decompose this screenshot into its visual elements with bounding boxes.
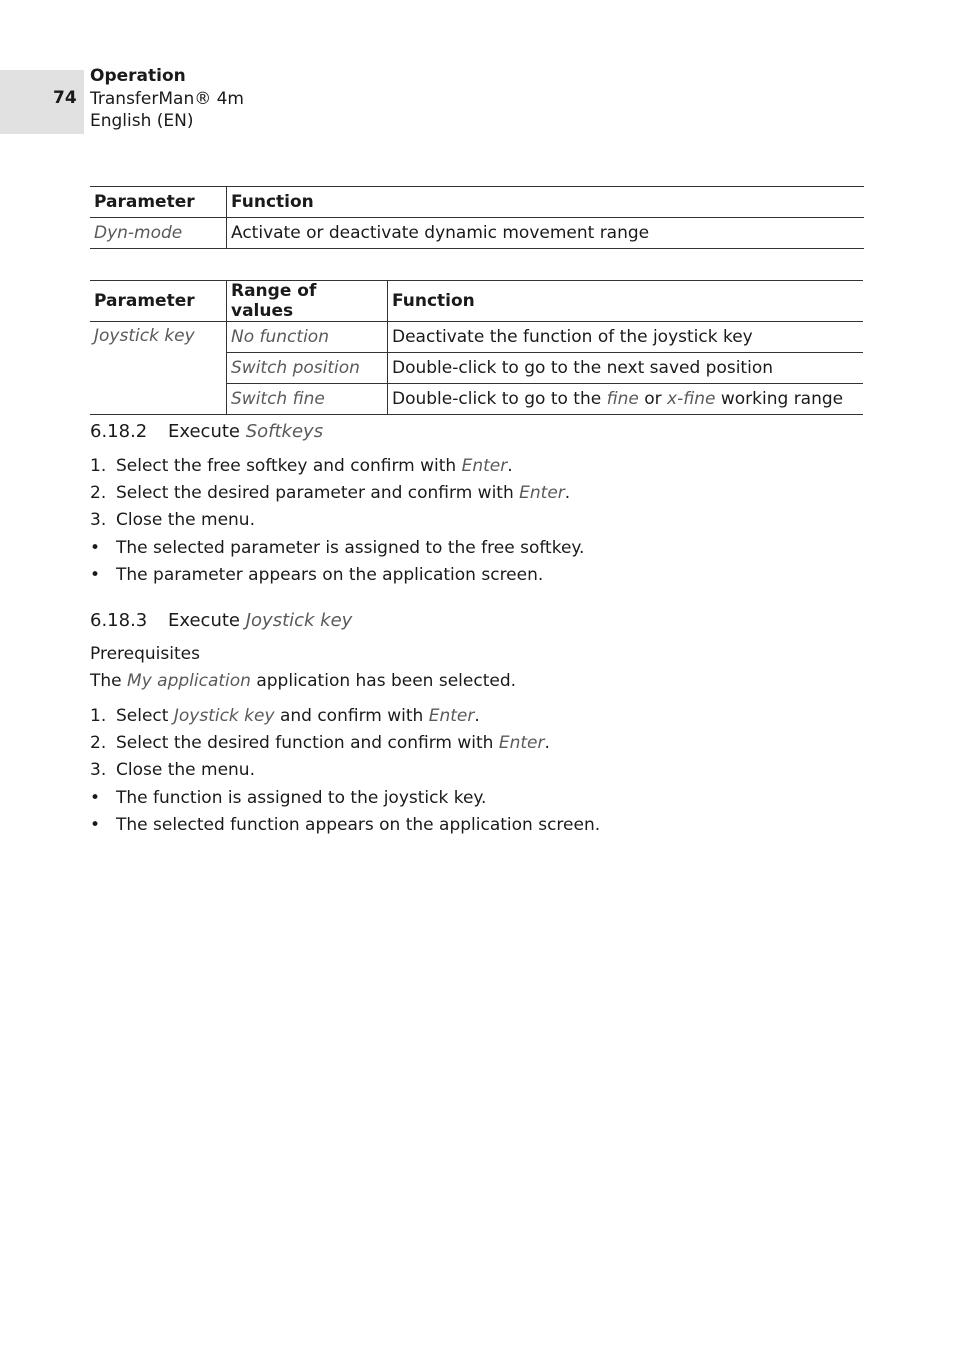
section-heading-6-18-3 [90, 610, 352, 631]
column-header: Parameter [90, 281, 227, 322]
text-run-emphasis: Joystick key [173, 706, 275, 726]
text-run: Select the free softkey and confirm with [116, 456, 462, 476]
text-run: application has been selected. [250, 671, 517, 691]
section-title: Execute [168, 421, 246, 442]
joystick-key-table [90, 280, 863, 415]
section-number: 6.18.3 [90, 610, 148, 631]
cell-value: Switch position [227, 353, 388, 384]
text-run-emphasis: Enter [461, 456, 508, 476]
text-run: The selected parameter is assigned to the free softkey. [116, 537, 585, 558]
column-header: Function [388, 281, 864, 322]
table-row [90, 218, 864, 249]
text-run: The selected function appears on the application screen. [116, 814, 601, 835]
text-run-emphasis: fine [606, 389, 639, 409]
text-run: . [474, 706, 480, 726]
text-run: . [544, 733, 550, 754]
list-marker: 1. [90, 456, 107, 476]
header-product: TransferMan® 4m [90, 88, 244, 109]
list-item [90, 535, 584, 562]
list-item [90, 480, 584, 507]
text-run: Select [116, 706, 174, 726]
list-item [90, 703, 600, 730]
cell-function: Double-click to go to the next saved position [388, 353, 864, 384]
list-item [90, 453, 584, 480]
text-run: and confirm with [274, 706, 429, 726]
text-run: . [564, 483, 571, 504]
text-run-emphasis: x-fine [667, 389, 716, 409]
text-run-emphasis: Enter [498, 733, 545, 754]
header-language: English (EN) [90, 111, 194, 131]
cell-function [388, 384, 864, 415]
text-run: Close the menu. [116, 510, 255, 531]
list-item [90, 507, 584, 534]
table-row [90, 322, 863, 353]
dyn-mode-table [90, 186, 864, 249]
list-item [90, 730, 600, 757]
table-header-row [90, 281, 863, 322]
text-run: Select the desired parameter and confirm with [116, 483, 520, 504]
list-marker: 1. [90, 706, 107, 726]
prerequisites-label: Prerequisites [90, 644, 200, 664]
text-run: The parameter appears on the application screen. [116, 564, 544, 585]
joystick-key-steps [90, 703, 600, 839]
list-item [90, 785, 600, 812]
list-marker: 3. [90, 760, 107, 781]
text-run-emphasis: Enter [519, 483, 565, 504]
cell-function: Activate or deactivate dynamic movement range [227, 218, 865, 249]
text-run: The function is assigned to the joystick key. [116, 787, 487, 808]
prerequisites-text [90, 671, 516, 691]
page-number: 74 [53, 88, 77, 108]
text-run: Double-click to go to the [392, 389, 607, 409]
cell-parameter: Joystick key [90, 322, 227, 415]
softkeys-steps [90, 453, 584, 589]
text-run-emphasis: Enter [428, 706, 475, 726]
list-item [90, 562, 584, 589]
header-section: Operation [90, 66, 186, 86]
cell-value: No function [227, 322, 388, 353]
section-title: Execute [168, 610, 246, 631]
text-run: Select the desired function and confirm with [116, 733, 499, 754]
text-run: or [638, 389, 668, 409]
section-title-emphasis: Softkeys [245, 421, 324, 442]
list-item [90, 757, 600, 784]
column-header: Range of values [227, 281, 388, 322]
cell-parameter: Dyn-mode [90, 218, 227, 249]
cell-function: Deactivate the function of the joystick key [388, 322, 864, 353]
list-marker: 3. [90, 510, 107, 531]
list-marker: 2. [90, 483, 107, 504]
text-run: working range [715, 389, 844, 409]
text-run: The [90, 671, 128, 691]
section-title-emphasis: Joystick key [245, 610, 353, 631]
text-run-emphasis: My application [127, 671, 251, 691]
column-header: Parameter [90, 187, 227, 218]
bullet-marker: • [90, 537, 101, 558]
bullet-marker: • [90, 787, 101, 808]
text-run: . [507, 456, 513, 476]
list-item [90, 812, 600, 839]
cell-value: Switch fine [227, 384, 388, 415]
text-run: Close the menu. [116, 760, 255, 781]
bullet-marker: • [90, 814, 101, 835]
section-number: 6.18.2 [90, 421, 148, 442]
running-header [90, 65, 244, 133]
section-heading-6-18-2 [90, 421, 323, 442]
table-header-row [90, 187, 864, 218]
bullet-marker: • [90, 564, 101, 585]
column-header: Function [227, 187, 865, 218]
list-marker: 2. [90, 733, 107, 754]
